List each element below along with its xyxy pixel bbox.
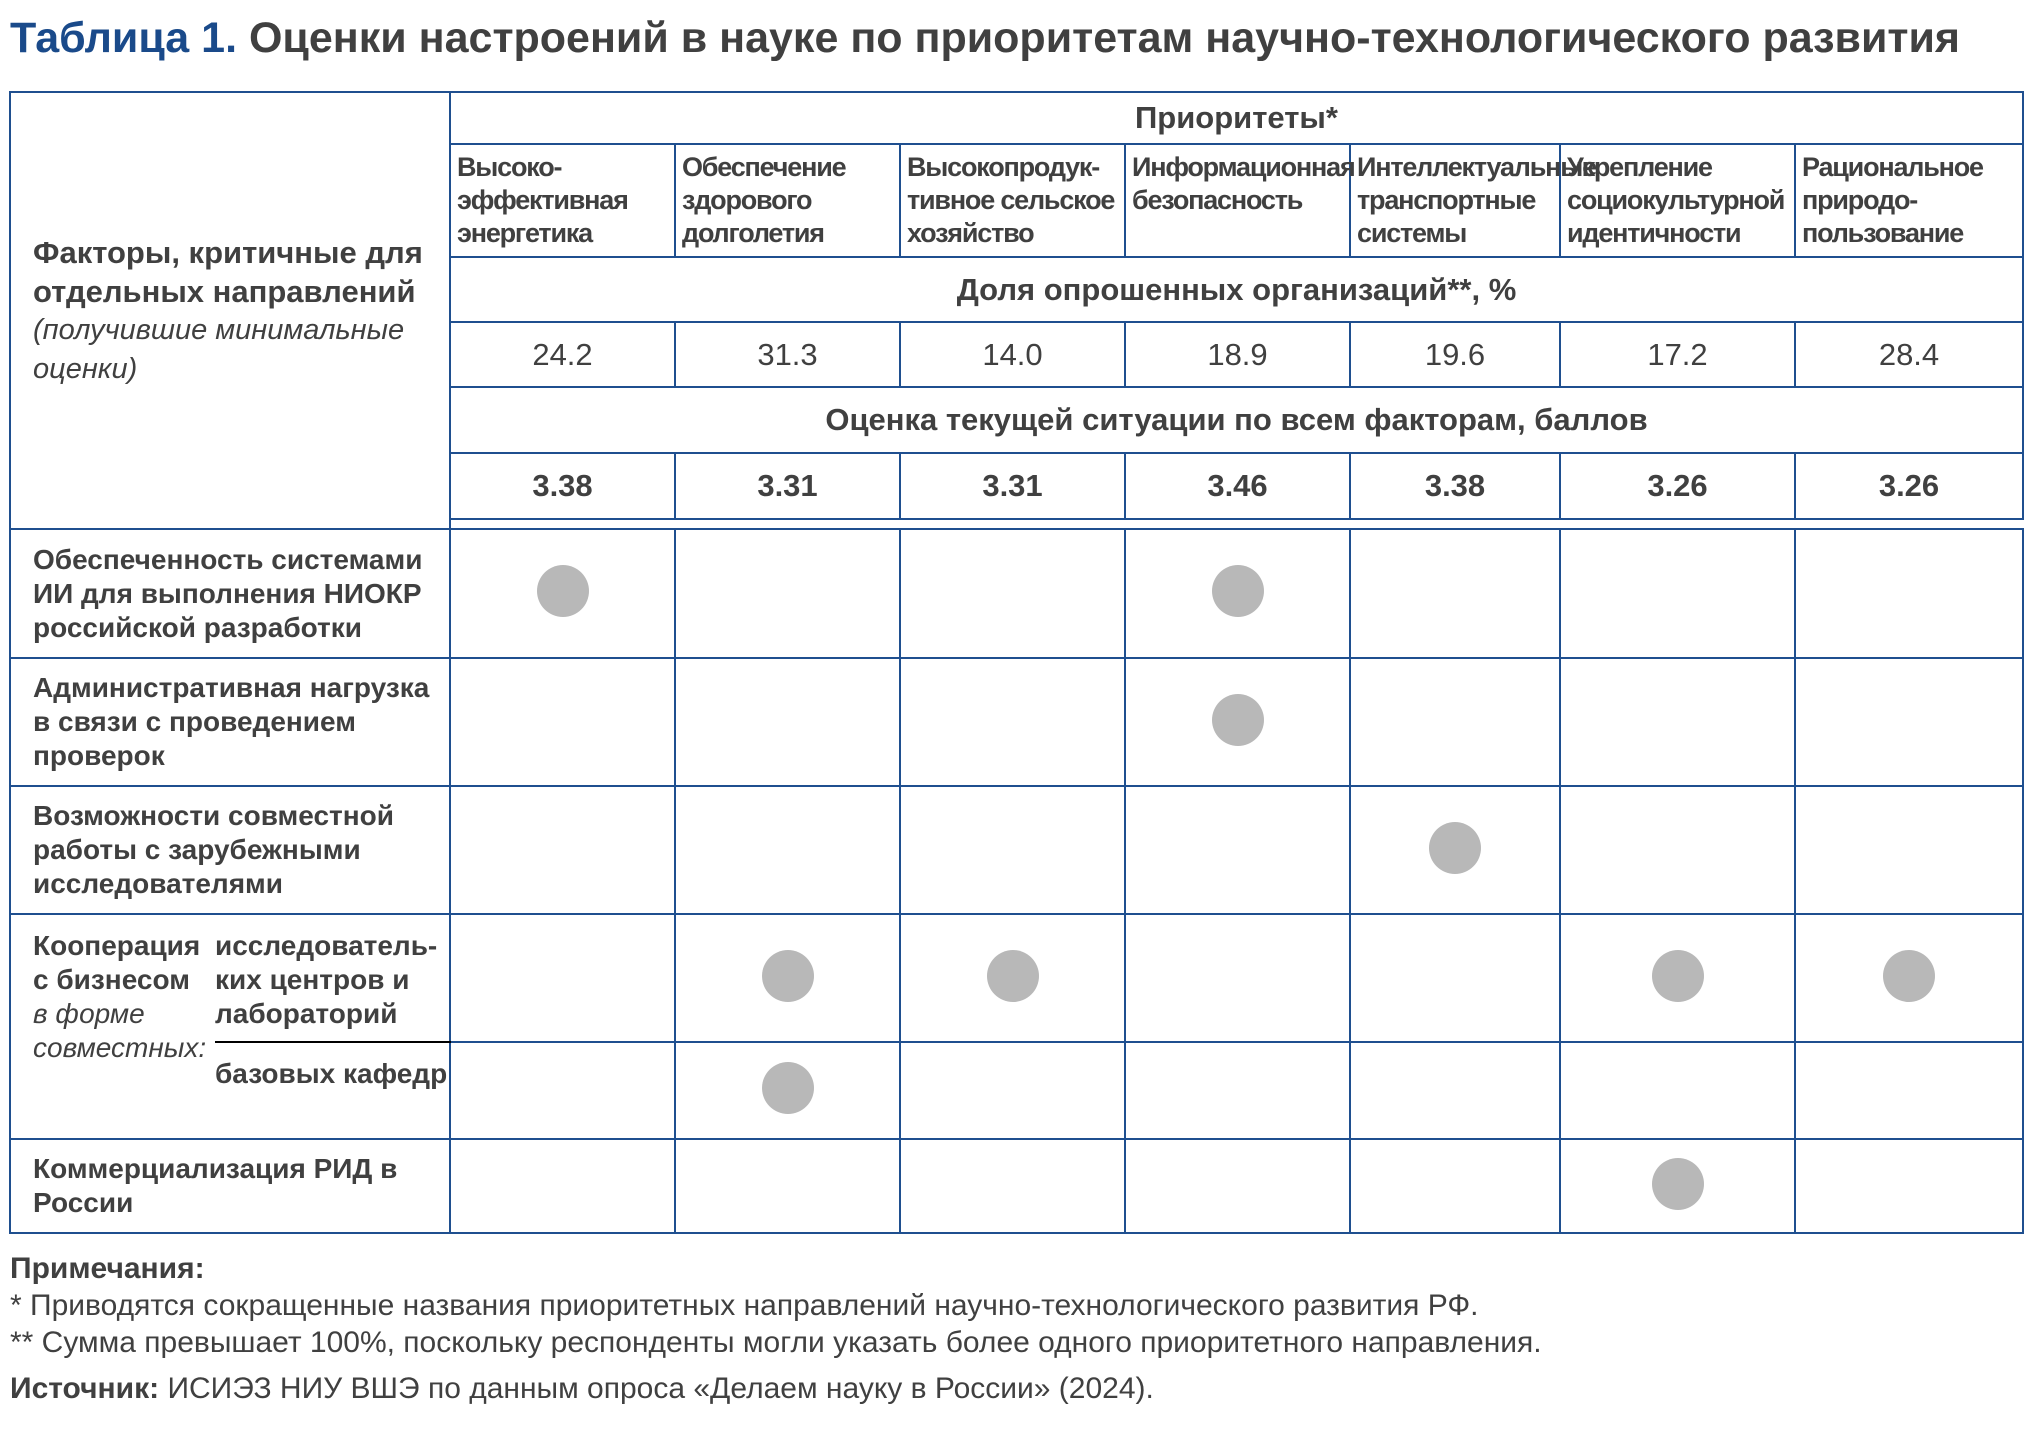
factors-subtitle: (получившие минимальные оценки) (33, 313, 405, 385)
table-title (10, 14, 1960, 63)
share-value: 18.9 (1125, 322, 1350, 387)
priority-name: Укрепление социокультурной идентичности (1560, 144, 1795, 257)
share-value: 24.2 (450, 322, 675, 387)
mark-cell (675, 1139, 900, 1233)
mark-cell (1125, 529, 1350, 658)
table-row (10, 786, 2023, 914)
mark-cell (1795, 914, 2023, 1042)
note-2: ** Сумма превышает 100%, поскольку респонденты могли указать более одного приоритетного направления. (10, 1326, 1542, 1359)
factors-header (10, 92, 450, 529)
mark-cell (1560, 914, 1795, 1042)
marker-dot (762, 1062, 814, 1114)
table-row (10, 658, 2023, 786)
priority-name: Интеллектуальные транспортные системы (1350, 144, 1560, 257)
coop-sub-label: базовых кафедр (215, 1042, 450, 1139)
table-row (10, 529, 2023, 658)
share-label: Доля опрошенных организаций**, % (450, 257, 2023, 322)
mark-cell (1795, 529, 2023, 658)
mark-cell (675, 786, 900, 914)
share-value: 31.3 (675, 322, 900, 387)
factor-label: Административная нагрузка в связи с проведением проверок (10, 658, 450, 786)
mark-cell (900, 914, 1125, 1042)
mark-cell (1560, 658, 1795, 786)
coop-label-main: Кооперация с бизнесом (33, 930, 201, 995)
marker-dot (1429, 822, 1481, 874)
table-row (10, 914, 2023, 1042)
table-row (10, 1042, 2023, 1139)
notes (10, 1250, 1542, 1361)
share-value: 19.6 (1350, 322, 1560, 387)
marker-dot (537, 565, 589, 617)
mark-cell (675, 529, 900, 658)
mark-cell (1125, 1042, 1350, 1139)
mark-cell (1560, 1139, 1795, 1233)
note-1: * Приводятся сокращенные названия приоритетных направлений научно-технологического развития РФ. (10, 1289, 1479, 1322)
score-value: 3.31 (675, 453, 900, 519)
share-value: 14.0 (900, 322, 1125, 387)
notes-heading: Примечания: (10, 1252, 205, 1285)
table-number: Таблица 1. (10, 14, 238, 62)
score-value: 3.46 (1125, 453, 1350, 519)
factor-label: Обеспеченность системами ИИ для выполнения НИОКР российской разработки (10, 529, 450, 658)
mark-cell (1350, 529, 1560, 658)
mark-cell (450, 786, 675, 914)
score-value: 3.26 (1795, 453, 2023, 519)
share-value: 28.4 (1795, 322, 2023, 387)
score-value: 3.26 (1560, 453, 1795, 519)
mark-cell (1125, 658, 1350, 786)
mark-cell (900, 529, 1125, 658)
mark-cell (450, 529, 675, 658)
factors-title: Факторы, критичные для отдельных направлений (33, 234, 423, 309)
mark-cell (900, 658, 1125, 786)
mark-cell (1350, 1139, 1560, 1233)
table-title-text: Оценки настроений в науке по приоритетам научно-технологического развития (248, 14, 1960, 62)
marker-dot (1883, 950, 1935, 1002)
mark-cell (1795, 786, 2023, 914)
coop-label (10, 914, 215, 1139)
mark-cell (1350, 1042, 1560, 1139)
marker-dot (1652, 950, 1704, 1002)
mark-cell (1560, 786, 1795, 914)
priority-name: Рациональное природо-пользование (1795, 144, 2023, 257)
marker-dot (1212, 565, 1264, 617)
source (10, 1372, 1154, 1406)
mark-cell (1560, 1042, 1795, 1139)
score-value: 3.31 (900, 453, 1125, 519)
priorities-table (9, 91, 2024, 1234)
mark-cell (1560, 529, 1795, 658)
marker-dot (1652, 1158, 1704, 1210)
mark-cell (450, 1042, 675, 1139)
mark-cell (1350, 658, 1560, 786)
mark-cell (1795, 1139, 2023, 1233)
mark-cell (900, 786, 1125, 914)
score-value: 3.38 (1350, 453, 1560, 519)
mark-cell (900, 1042, 1125, 1139)
mark-cell (1125, 914, 1350, 1042)
priority-name: Обеспечение здорового долголетия (675, 144, 900, 257)
priority-name: Высоко-эффективная энергетика (450, 144, 675, 257)
mark-cell (1350, 786, 1560, 914)
factor-label: Возможности совместной работы с зарубежными исследователями (10, 786, 450, 914)
factor-label: Коммерциализация РИД в России (10, 1139, 450, 1233)
mark-cell (900, 1139, 1125, 1233)
mark-cell (675, 1042, 900, 1139)
mark-cell (450, 658, 675, 786)
marker-dot (987, 950, 1039, 1002)
source-text: ИСИЭЗ НИУ ВШЭ по данным опроса «Делаем науку в России» (2024). (167, 1372, 1154, 1405)
mark-cell (1350, 914, 1560, 1042)
marker-dot (762, 950, 814, 1002)
mark-cell (1125, 1139, 1350, 1233)
mark-cell (675, 914, 900, 1042)
score-label: Оценка текущей ситуации по всем факторам, баллов (450, 387, 2023, 453)
mark-cell (1125, 786, 1350, 914)
mark-cell (450, 914, 675, 1042)
mark-cell (450, 1139, 675, 1233)
coop-sub-label: исследователь-ких центров и лабораторий (215, 914, 450, 1042)
priorities-label: Приоритеты* (450, 92, 2023, 144)
priority-name: Высокопродук-тивное сельское хозяйство (900, 144, 1125, 257)
coop-label-italic: в форме совместных: (33, 998, 207, 1063)
table-row (10, 1139, 2023, 1233)
score-value: 3.38 (450, 453, 675, 519)
priority-name: Информационная безопасность (1125, 144, 1350, 257)
mark-cell (1795, 658, 2023, 786)
mark-cell (675, 658, 900, 786)
mark-cell (1795, 1042, 2023, 1139)
share-value: 17.2 (1560, 322, 1795, 387)
marker-dot (1212, 694, 1264, 746)
source-label: Источник: (10, 1372, 160, 1405)
